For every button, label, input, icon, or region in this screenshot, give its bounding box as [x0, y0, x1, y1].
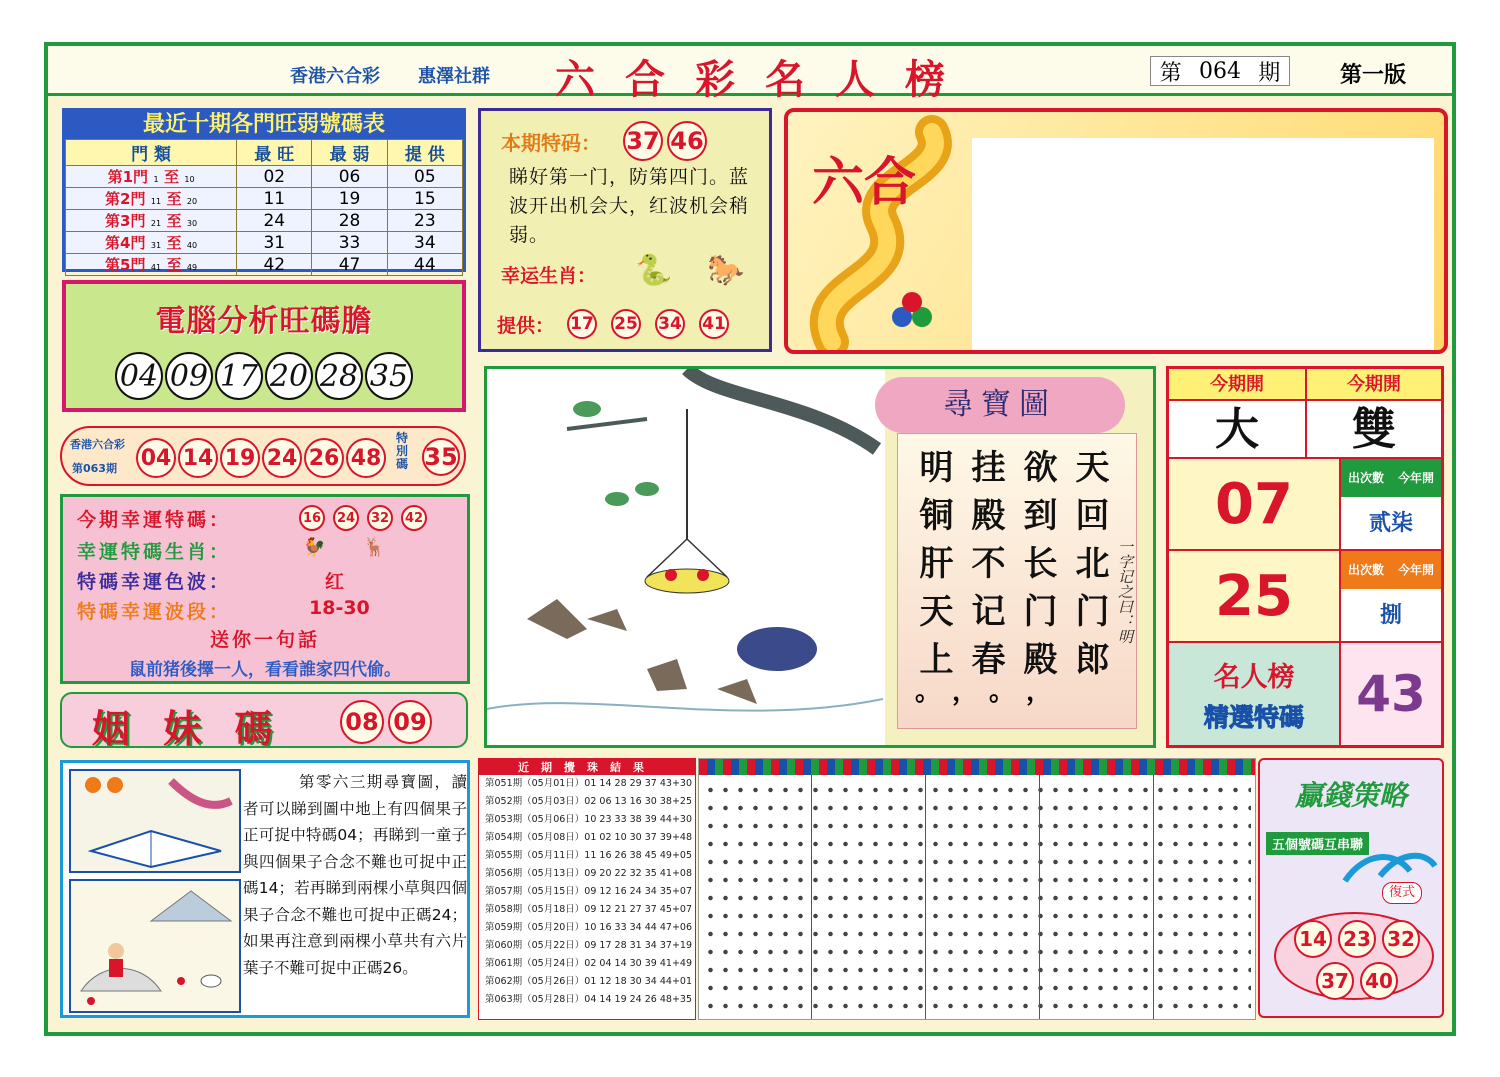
number-ball: 48	[346, 438, 386, 478]
treasure-title: 尋寶圖	[875, 377, 1125, 433]
strategy-panel	[1258, 758, 1444, 1018]
sister-code-title: 姻 妹 碼	[92, 706, 283, 751]
trend-dots	[703, 781, 1251, 1017]
horse-icon: 🐎	[707, 253, 745, 288]
result-row: 第057期（05月15日）09 12 16 24 34 35+07	[485, 886, 692, 897]
gate-label: 第2門	[105, 190, 146, 208]
open-book-icon	[71, 771, 239, 871]
decorative-banner	[784, 108, 1448, 354]
explanation-panel	[60, 760, 470, 1018]
number-ball: 32	[1382, 920, 1420, 958]
cold-number: 28	[312, 210, 387, 232]
child-illustration	[69, 879, 241, 1013]
result-row: 第061期（05月24日）02 04 14 30 39 41+49	[485, 958, 692, 969]
famous-list-subtitle: 精選特碼	[1203, 703, 1304, 732]
number-ball: 25	[611, 309, 641, 339]
today-open-header-2: 今期開	[1307, 369, 1441, 401]
special-code-panel	[478, 108, 772, 352]
sister-code-panel	[60, 692, 468, 751]
ten-period-table-panel	[62, 108, 466, 275]
number-ball: 16	[299, 505, 325, 531]
number-ball: 35	[365, 352, 413, 400]
lucky-range-label: 特碼幸運波段：	[77, 601, 232, 623]
result-row: 第055期（05月11日）11 16 26 38 45 49+05	[485, 850, 692, 861]
strategy-numbers	[1282, 920, 1432, 1000]
give-number: 23	[387, 210, 462, 232]
results-table-title: 近期攪珠結果	[479, 759, 695, 775]
saying-text: 鼠前猪後擇一人，看看誰家四代偷。	[129, 660, 401, 680]
result-row: 第056期（05月13日）09 20 22 32 35 41+08	[485, 868, 692, 879]
wave-icon	[1340, 846, 1440, 886]
gate-to: 10	[184, 175, 195, 184]
give-number: 34	[387, 232, 462, 254]
issue-number: 064	[1198, 58, 1241, 84]
hot-number: 11	[237, 188, 312, 210]
count-tag-1	[1341, 459, 1441, 497]
sister-code-numbers	[340, 700, 432, 744]
count-value-1: 贰柒	[1341, 497, 1441, 551]
featured-pick-number: 43	[1341, 643, 1441, 745]
book-illustration	[69, 769, 241, 873]
number-ball: 34	[655, 309, 685, 339]
lucky-color-label: 特碼幸運色波：	[77, 571, 232, 593]
number-ball: 24	[333, 505, 359, 531]
last-draw-numbers	[136, 438, 386, 478]
number-ball: 14	[1294, 920, 1332, 958]
lucky-zodiac-label: 幸运生肖：	[501, 265, 597, 287]
number-ball: 14	[178, 438, 218, 478]
give-number: 05	[387, 166, 462, 188]
trend-color-header	[699, 759, 1255, 775]
lucky-range-value: 18-30	[309, 597, 370, 619]
count-tag-label: 出次數	[1348, 563, 1385, 577]
gate-label: 第1門	[107, 168, 149, 186]
col-header: 門 類	[66, 140, 237, 166]
number-ball: 09	[165, 352, 213, 400]
number-ball: 04	[136, 438, 176, 478]
count-tag-2	[1341, 551, 1441, 589]
result-row: 第053期（05月06日）10 23 33 38 39 44+30	[485, 814, 692, 825]
lucky-color-value: 红	[325, 571, 345, 593]
gate-to-word: 至	[163, 168, 179, 186]
last-draw-special	[422, 438, 460, 476]
ten-table-title: 最近十期各門旺弱號碼表	[65, 111, 463, 139]
number-ball: 17	[215, 352, 263, 400]
poem-punctuation: 。，。，	[915, 677, 1077, 707]
gate-from: 31	[150, 241, 162, 250]
computer-number-row	[66, 352, 462, 400]
cold-number: 19	[312, 188, 387, 210]
deer-icon: 🦌	[363, 537, 386, 558]
gate-to: 30	[186, 219, 198, 228]
result-row: 第063期（05月28日）04 14 19 24 26 48+35	[485, 994, 692, 1005]
cold-number: 33	[312, 232, 387, 254]
child-scene-icon	[71, 881, 239, 1011]
issue-prefix: 第	[1159, 60, 1182, 86]
give-number: 15	[387, 188, 462, 210]
poem-column: 天回北门郎	[1069, 449, 1109, 689]
number-ball: 32	[367, 505, 393, 531]
strategy-title: 贏錢策略	[1294, 779, 1407, 812]
special-code-numbers	[623, 121, 707, 161]
gate-from: 1	[153, 175, 159, 184]
poem-column: 欲到长门殿	[1017, 449, 1057, 689]
trend-dot-grid	[698, 758, 1256, 1020]
lucky-special-label: 今期幸運特碼：	[77, 509, 232, 531]
give-label: 提供：	[497, 315, 555, 337]
results-rows	[479, 775, 695, 1009]
ten-table-row	[66, 188, 463, 210]
number-ball: 46	[667, 121, 707, 161]
number-ball: 42	[401, 505, 427, 531]
treasure-map-panel	[484, 366, 1156, 748]
ten-period-table	[65, 139, 463, 276]
famous-list-title: 名人榜	[1213, 662, 1295, 693]
computer-analysis-panel	[62, 280, 466, 412]
special-ball: 35	[422, 438, 460, 476]
saying-title: 送你一句話	[209, 629, 320, 651]
hot-number: 02	[237, 166, 312, 188]
col-header: 提 供	[387, 140, 462, 166]
col-header: 最 旺	[237, 140, 312, 166]
gate-to: 49	[186, 263, 198, 272]
count-tag-label: 出次數	[1348, 471, 1385, 485]
ten-table-row	[66, 210, 463, 232]
hot-number: 42	[237, 254, 312, 276]
poem-scroll-panel	[885, 369, 1153, 745]
special-code-text: 睇好第一门，防第四门。蓝波开出机会大，红波机会稍弱。	[509, 166, 750, 246]
today-open-header-1: 今期開	[1169, 369, 1307, 401]
col-header: 最 弱	[312, 140, 387, 166]
number-ball: 08	[340, 700, 384, 744]
number-ball: 40	[1360, 962, 1398, 1000]
explanation-text: 第零六三期尋寶圖，讀者可以睇到圖中地上有四個果子正可捉中特碼04；再睇到一童子與四個果子合念不難也可捉中正碼14；若再睇到兩棵小草與四個果子合念不難也可捉中正碼24；如果再注意到兩棵小草共有六片葉子不難可捉中正碼26。	[243, 773, 467, 977]
poem-columns	[907, 449, 1115, 689]
last-draw-panel	[60, 426, 466, 486]
gate-to: 20	[186, 197, 198, 206]
number-ball: 19	[220, 438, 260, 478]
header-tag-community: 惠澤社群	[418, 66, 490, 87]
number-ball: 37	[1316, 962, 1354, 1000]
poem-column: 挂殿不记春	[965, 449, 1005, 689]
year-tag-label: 今年開	[1398, 471, 1435, 485]
hot-number: 24	[237, 210, 312, 232]
gate-label: 第4門	[105, 234, 146, 252]
ten-table-row	[66, 232, 463, 254]
odd-even-value: 雙	[1307, 401, 1441, 459]
hot-number: 31	[237, 232, 312, 254]
gate-label: 第5門	[105, 256, 146, 274]
number-ball: 37	[623, 121, 663, 161]
ten-table-row	[66, 166, 463, 188]
special-code-label: 本期特码：	[501, 131, 601, 155]
pick-number-2: 25	[1169, 551, 1341, 643]
poem-hint: 一字记之曰：明	[1116, 539, 1134, 644]
issue-suffix: 期	[1258, 60, 1281, 86]
today-open-panel	[1166, 366, 1444, 748]
results-table	[478, 758, 696, 1020]
gate-label: 第3門	[105, 212, 146, 230]
result-row: 第060期（05月22日）09 17 28 31 34 37+19	[485, 940, 692, 951]
page-title: 六合彩名人榜	[555, 56, 975, 103]
number-ball: 28	[315, 352, 363, 400]
lucky-panel	[60, 494, 470, 684]
result-row: 第052期（05月03日）02 06 13 16 30 38+25	[485, 796, 692, 807]
give-number: 44	[387, 254, 462, 276]
gate-to-word: 至	[166, 212, 182, 230]
header-tag-hk: 香港六合彩	[290, 66, 380, 87]
issue-box	[1150, 56, 1290, 86]
result-row: 第058期（05月18日）09 12 21 27 37 45+07	[485, 904, 692, 915]
compound-tag: 復式	[1382, 882, 1422, 904]
snake-icon: 🐍	[635, 253, 673, 288]
banner-blank-area	[972, 138, 1434, 354]
treasure-illustration	[487, 369, 883, 745]
number-ball: 04	[115, 352, 163, 400]
pick-number-1: 07	[1169, 459, 1341, 551]
result-row: 第054期（05月08日）01 02 10 30 37 39+48	[485, 832, 692, 843]
number-ball: 09	[388, 700, 432, 744]
poem-column: 明铜肝天上	[913, 449, 953, 689]
special-code-label: 特別碼	[396, 431, 409, 471]
last-draw-issue: 第063期	[72, 462, 117, 475]
year-tag-label: 今年開	[1398, 563, 1435, 577]
last-draw-label: 香港六合彩	[70, 438, 125, 451]
number-ball: 17	[567, 309, 597, 339]
banner-glyph: 六合	[812, 152, 917, 213]
result-row: 第051期（05月01日）01 14 28 29 37 43+30	[485, 778, 692, 789]
gate-from: 41	[150, 263, 162, 272]
number-ball: 26	[304, 438, 344, 478]
give-numbers	[567, 309, 729, 339]
number-ball: 20	[265, 352, 313, 400]
strategy-subtitle: 五個號碼互串聯	[1266, 832, 1369, 855]
gate-to-word: 至	[166, 190, 182, 208]
rooster-icon: 🐓	[303, 537, 326, 558]
count-value-2: 捌	[1341, 589, 1441, 643]
lucky-zodiac-label: 幸運特碼生肖：	[77, 541, 232, 563]
gate-to: 40	[186, 241, 198, 250]
cold-number: 06	[312, 166, 387, 188]
cold-number: 47	[312, 254, 387, 276]
gate-from: 11	[150, 197, 162, 206]
big-small-value: 大	[1169, 401, 1307, 459]
gate-from: 21	[150, 219, 162, 228]
famous-list-box	[1169, 643, 1341, 745]
ten-table-row	[66, 254, 463, 276]
gate-to-word: 至	[166, 256, 182, 274]
number-ball: 24	[262, 438, 302, 478]
edition-label: 第一版	[1340, 63, 1407, 88]
computer-analysis-title: 電腦分析旺碼膽	[155, 304, 373, 339]
result-row: 第059期（05月20日）10 16 33 34 44 47+06	[485, 922, 692, 933]
result-row: 第062期（05月26日）01 12 18 30 34 44+01	[485, 976, 692, 987]
number-ball: 23	[1338, 920, 1376, 958]
gate-to-word: 至	[166, 234, 182, 252]
lucky-special-numbers	[299, 505, 427, 531]
number-ball: 41	[699, 309, 729, 339]
